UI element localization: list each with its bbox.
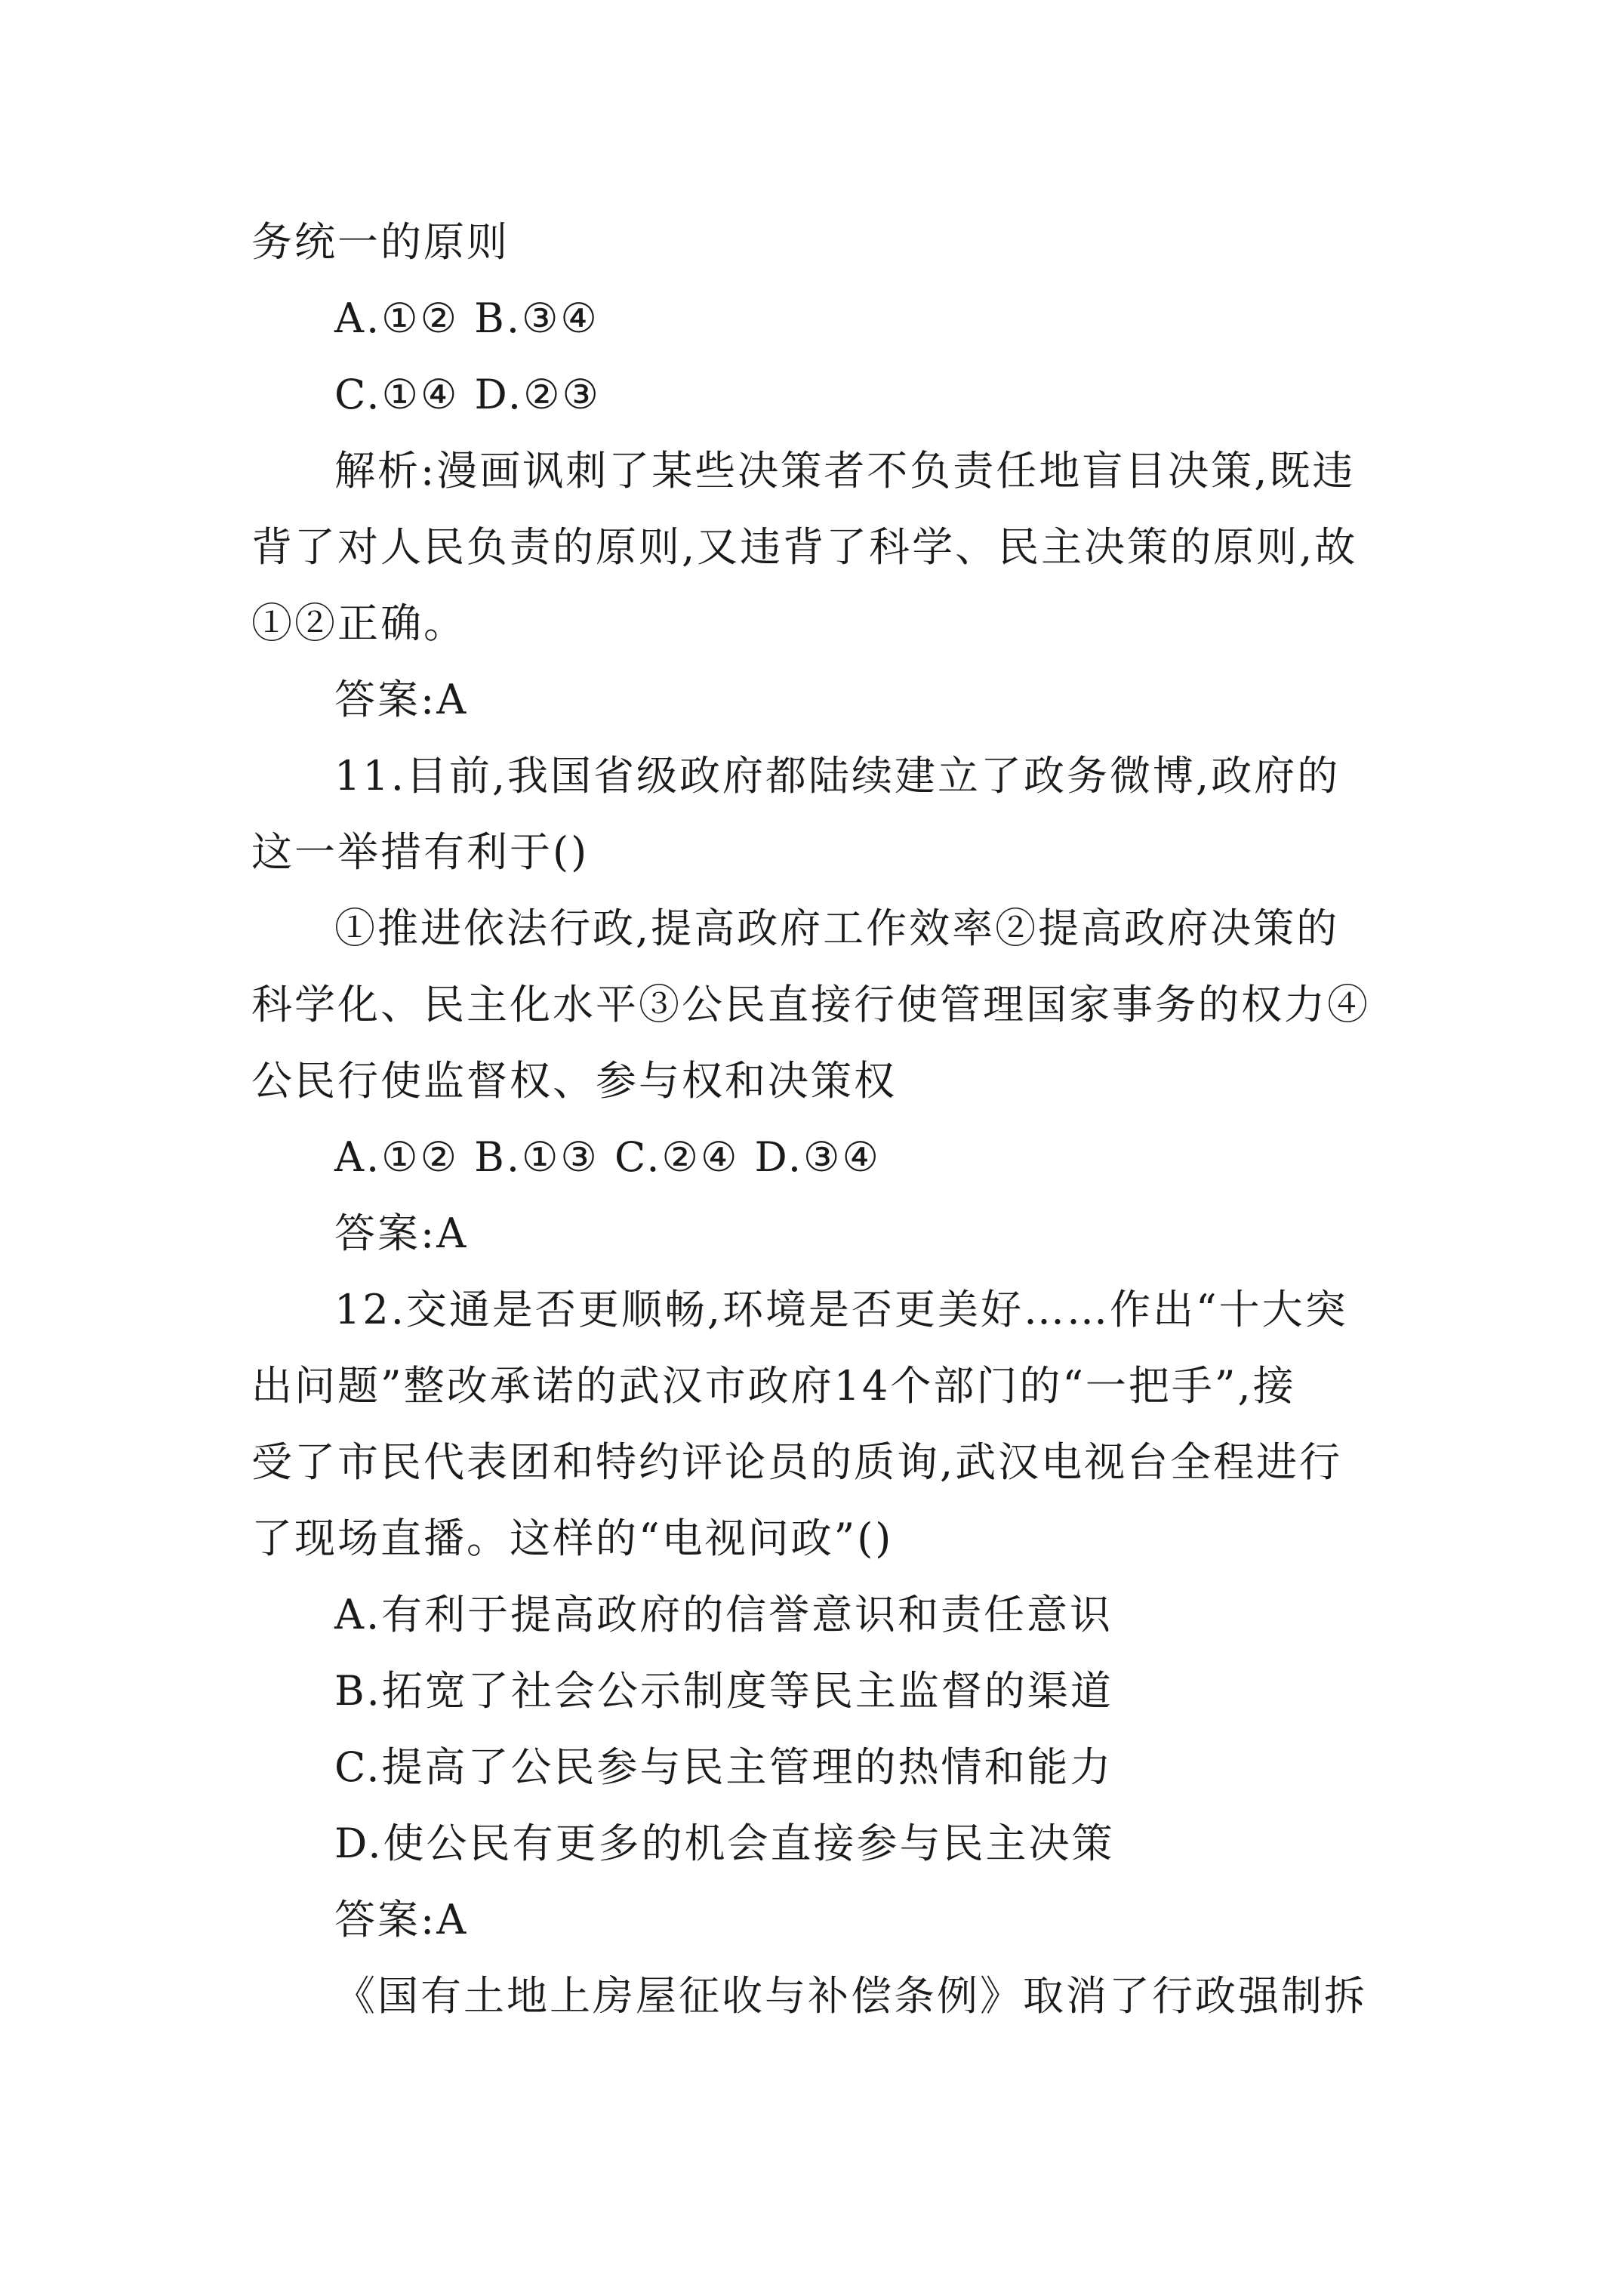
text-line: C.①④ D.②③ — [334, 371, 601, 418]
text-line: D.使公民有更多的机会直接参与民主决策 — [334, 1820, 1115, 1867]
text-line: 科学化、民主化水平③公民直接行使管理国家事务的权力④ — [251, 981, 1370, 1028]
document-body — [251, 204, 1384, 2034]
text-line: B.拓宽了社会公示制度等民主监督的渠道 — [334, 1667, 1113, 1715]
text-line: 务统一的原则 — [251, 218, 510, 266]
text-line: A.①② B.③④ — [334, 294, 599, 342]
text-line: 11.目前,我国省级政府都陆续建立了政务微博,政府的 — [334, 752, 1341, 800]
text-line: C.提高了公民参与民主管理的热情和能力 — [334, 1743, 1113, 1791]
text-line: A.有利于提高政府的信誉意识和责任意识 — [334, 1591, 1113, 1638]
text-line: 答案:A — [334, 676, 469, 723]
text-line: ①推进依法行政,提高政府工作效率②提高政府决策的 — [334, 905, 1340, 952]
text-line: 背了对人民负责的原则,又违背了科学、民主决策的原则,故 — [251, 523, 1358, 571]
text-line: 12.交通是否更顺畅,环境是否更美好……作出“十大突 — [334, 1286, 1348, 1333]
text-line: 出问题”整改承诺的武汉市政府14个部门的“一把手”,接 — [251, 1362, 1296, 1410]
text-line: 受了市民代表团和特约评论员的质询,武汉电视台全程进行 — [251, 1438, 1343, 1486]
text-line: 解析:漫画讽刺了某些决策者不负责任地盲目决策,既违 — [334, 447, 1356, 495]
text-line: 公民行使监督权、参与权和决策权 — [251, 1057, 897, 1105]
text-line: 这一举措有利于() — [251, 828, 590, 876]
text-line: 答案:A — [334, 1896, 469, 1943]
text-line: 答案:A — [334, 1210, 469, 1257]
text-line: 《国有土地上房屋征收与补偿条例》取消了行政强制拆 — [334, 1972, 1367, 2020]
text-line: ①②正确。 — [251, 599, 467, 647]
text-line: A.①② B.①③ C.②④ D.③④ — [334, 1133, 881, 1181]
text-line: 了现场直播。这样的“电视问政”() — [251, 1515, 894, 1562]
